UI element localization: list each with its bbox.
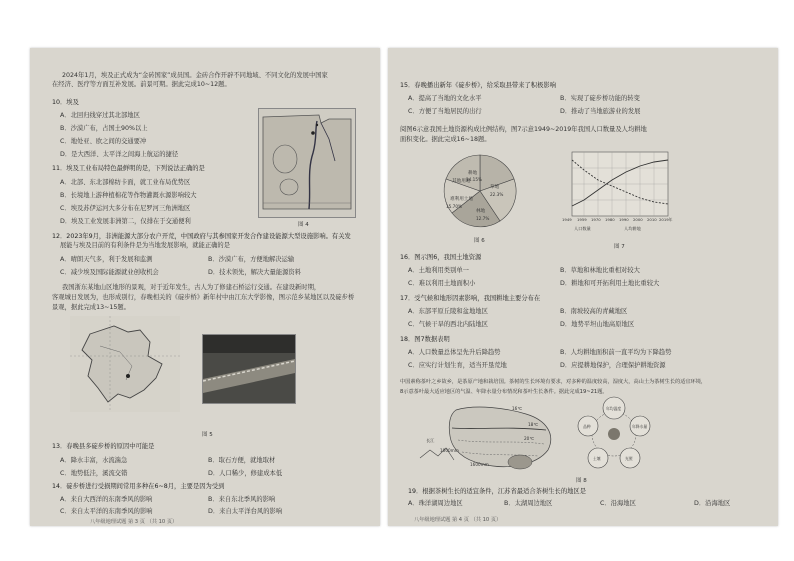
option: C．沿海地区: [600, 500, 636, 507]
figure-5-photo: [202, 334, 296, 404]
intro2-line: 中国素称茶叶之乡故乡，是茶原产地和栽培国。茶树的生长环境有要求，对多种的温度较高，湿度大，高山土为茶树生长的适宜环境，: [400, 379, 707, 385]
page-footer: 八年级地理试题 第 3 页 （共 10 页）: [90, 519, 178, 525]
factor-label: 品种: [583, 424, 591, 429]
option: C．地处亚、欧之间的交通要冲: [60, 138, 147, 145]
question-10: 10．埃及: [52, 99, 79, 106]
option: C．来自太平洋的东南季风的影响: [60, 508, 153, 515]
question-12: 12．2023年9月，非洲能源大部分农户开荒，中国政府与其参国家开发合作建设能源大型设施影响。有关发: [52, 233, 351, 240]
x-tick: 1990: [619, 217, 629, 222]
x-tick: 1959: [577, 217, 587, 222]
option: D．耕地和可开拓利用土地比重较大: [560, 280, 660, 287]
option: C．气候干旱的西北内陆地区: [408, 321, 488, 328]
intro2-line: 8示意茶叶最大适应地区的气温、年降水量分布情况和茶叶生长条件。据此完成19~21题。: [400, 389, 608, 395]
option: B．长境地上游种植棉花等作物灌溉水源影响较大: [60, 192, 197, 199]
x-tick: 1980: [605, 217, 615, 222]
map-label: 1600mm: [470, 462, 489, 467]
legend-item: 人均耕地: [624, 226, 641, 231]
option: D．地势平坦山地高原地区: [560, 321, 635, 328]
pie-label: 其他用地: [452, 179, 471, 184]
pie-percent: 22.3%: [490, 192, 504, 197]
option: C．方便了当地居民的出行: [408, 108, 482, 115]
map-label: 长江: [426, 438, 435, 443]
option: B．沙漠广布，方便地解决运输: [208, 256, 295, 263]
tea-region-map-icon: [416, 400, 566, 474]
option: D．应提耕地保护，合理保护耕地资源: [560, 362, 666, 369]
intro-line: 阅图6示意我国土地资源构成比例结构，图7示意1949~2019年我国人口数量及人均耕地: [400, 126, 647, 133]
intro2-line: 我国浙东某地山区地形的景观，对于近年发生，古人为了修建石桥运行交通。在建设新时期，: [62, 284, 321, 291]
pie-label: 耕地: [468, 171, 478, 176]
map-label: 20℃: [524, 436, 535, 441]
left-exam-page: [30, 48, 380, 526]
pie-percent: 15.70%: [446, 204, 462, 209]
factor-label: 年降水量: [632, 424, 648, 429]
question-15: 15．春晚播出新年《碇步桥》，给采取县带来了积极影响: [400, 82, 556, 89]
option: D．技术领先，解决大量能源资料: [208, 269, 302, 276]
figure-8-map: [416, 400, 566, 474]
factor-label: 土壤: [593, 456, 601, 461]
map-label: 16℃: [512, 406, 523, 411]
intro-line: 面积变化。据此完成16~18题。: [400, 136, 491, 143]
intro-line: 2024年1月，埃及正式成为“金砖国家”成员国。金砖合作开辟不同地域、不同文化的发展中国家: [62, 72, 328, 79]
option: A．土地利用类别单一: [408, 267, 469, 274]
option: D．沿海地区: [694, 500, 731, 507]
map-label: 1000mm: [440, 448, 459, 453]
option: A．东部平原丘陵和盆地地区: [408, 308, 488, 315]
option: D．来自太平洋台风的影响: [208, 508, 283, 515]
option: C．地势低洼，溪流交错: [60, 470, 128, 477]
pie-label: 草地: [490, 185, 500, 190]
option: C．减少埃及国际能源就业创收机会: [60, 269, 159, 276]
option: A．北部、东北部棉纺卡面，就工业布局优势区: [60, 179, 191, 186]
zhejiang-map-icon: [70, 316, 180, 412]
option: C．难以利用土地面积小: [408, 280, 476, 287]
option: B．人均耕地面积前一直平均为下降趋势: [560, 349, 672, 356]
question-13: 13．春晚县多碇步桥的原因中可能是: [52, 443, 155, 450]
x-tick: 2010: [647, 217, 657, 222]
figure-5-caption: 图 5: [202, 432, 213, 438]
egypt-map-icon: [259, 109, 355, 217]
option: A．晴朗天气多，利于发展和监测: [60, 256, 153, 263]
factor-label: 光照: [625, 456, 633, 461]
option: B．草地和林地比重相对较大: [560, 267, 640, 274]
question-17: 17．受气候和地形因素影响，我国耕地主要分布在: [400, 295, 541, 302]
right-exam-page: [388, 48, 778, 526]
question-12-cont: 展能与埃及目前的有利条件是为当地发展影响，就能正确的是: [60, 242, 231, 249]
page-footer: 八年级地理试题 第 4 页 （共 10 页）: [414, 517, 502, 523]
option: B．实现了碇步桥功能的转变: [560, 95, 640, 102]
option: B．太湖周边地区: [504, 500, 553, 507]
x-tick: 1949: [562, 217, 572, 222]
option: B．来自东北季风的影响: [208, 496, 276, 503]
option: A．人口数量总体呈先升后降趋势: [408, 349, 501, 356]
pie-percent: 14.15%: [466, 177, 482, 182]
option: D．埃及工业发展非洲第二，仅排在于交通便利: [60, 218, 191, 225]
x-tick: 2019年: [659, 217, 673, 222]
question-18: 18．图7数据表明: [400, 336, 450, 343]
option: D．推动了当地旅游业的发展: [560, 108, 641, 115]
legend-item: 人口数量: [574, 226, 591, 231]
intro2-line: 景观，据此完成13~15题。: [52, 304, 130, 311]
option: B．南坡较高的青藏地区: [560, 308, 628, 315]
option: C．埃及苏伊运河大多分布在尼罗河三角洲地区: [60, 205, 191, 212]
figure-4-egypt-map: [258, 108, 356, 218]
figure-8-caption: 图 8: [576, 478, 587, 484]
question-19: 19．根据茶树生长的适宜条件，江苏省最适合茶树生长的地区是: [408, 488, 587, 495]
option: D．是大西洋、太平洋之间海上航运的捷径: [60, 151, 179, 158]
figure-6-caption: 图 6: [474, 238, 485, 244]
figure-8-factor-diagram: [566, 394, 662, 474]
figure-7-caption: 图 7: [614, 244, 625, 250]
option: C．应实行计划生育，适当开垦荒地: [408, 362, 507, 369]
map-label: 18℃: [528, 422, 539, 427]
figure-7-chart: [558, 148, 678, 240]
x-tick: 2000: [633, 217, 643, 222]
option: A．珠洋湖周边地区: [408, 500, 463, 507]
figure-4-caption: 图 4: [298, 222, 309, 228]
figure-6-pie: [428, 150, 532, 232]
option: B．取石方便，就地取材: [208, 457, 276, 464]
pie-percent: 12.7%: [476, 216, 490, 221]
intro2-line: 客观城日发展为，也形成别行，春晚相关的《碇步桥》新年村中由江东大学影像，图示范乡某地区以及碇步桥: [52, 294, 355, 301]
option: A．降水丰富，水流湍急: [60, 457, 128, 464]
factor-label: 年均温度: [606, 406, 622, 411]
option: B．沙漠广布，占国土90%以上: [60, 125, 148, 132]
option: A．北回归线穿过其北部地区: [60, 112, 140, 119]
question-11: 11．埃及工业布局特色最鲜明的是，下列说法正确的是: [52, 165, 205, 172]
stepping-stone-bridge-icon: [203, 335, 295, 403]
figure-5-map: [70, 316, 180, 412]
option: A．提高了当地的文化水平: [408, 95, 482, 102]
option: A．来自大西洋的东南季风的影响: [60, 496, 153, 503]
option: D．人口稀少，修建成本低: [208, 470, 283, 477]
x-tick: 1970: [591, 217, 601, 222]
question-14: 14．碇步桥进行受损期间常用多种在6~8月，主要是因为受到: [52, 483, 225, 490]
pie-label: 难利用土地: [450, 197, 473, 202]
question-16: 16．图示图6，我国土地资源: [400, 254, 482, 261]
pie-label: 林地: [476, 209, 486, 214]
intro-line: 在经济、医疗等方面互补发展。前景可期。据此完成10~12题。: [52, 81, 231, 88]
